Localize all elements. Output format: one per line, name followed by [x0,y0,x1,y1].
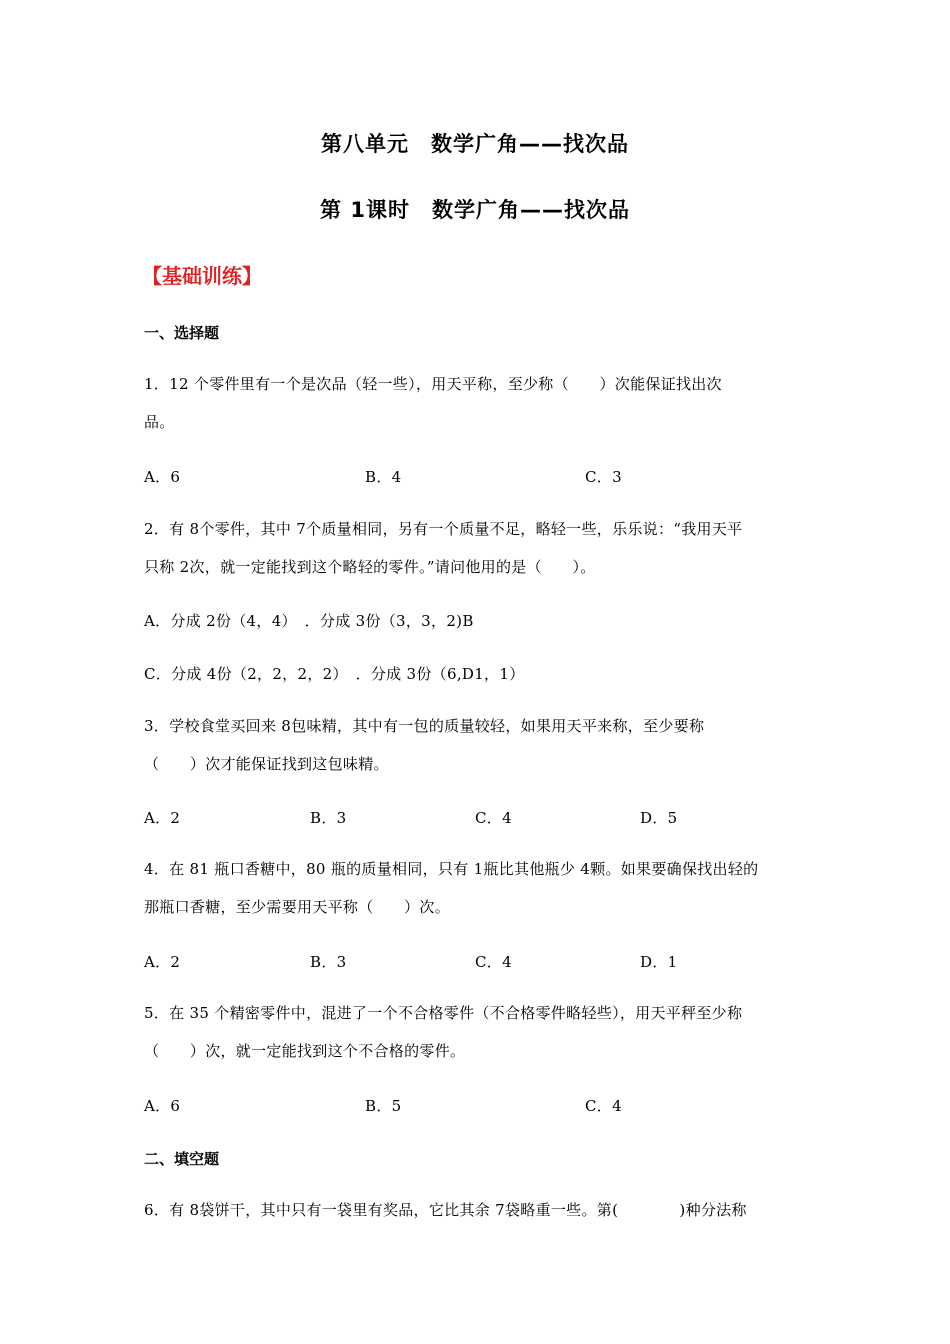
section-title: 【基础训练】 [142,264,262,288]
question-1-option-a: A．6 [144,468,181,486]
question-5-option-a: A．6 [144,1097,181,1115]
question-4-option-b: B．3 [310,953,347,971]
question-2-line-1: 2．有 8个零件，其中 7个质量相同，另有一个质量不足，略轻一些，乐乐说：“我用天平 [144,520,743,538]
question-2-line-2: 只称 2次，就一定能找到这个略轻的零件。”请问他用的是（ ）。 [144,558,596,576]
question-1-line-2: 品。 [144,413,175,431]
unit-title: 第八单元 数学广角——找次品 [321,132,629,156]
question-4-line-2: 那瓶口香糖，至少需要用天平称（ ）次。 [144,898,451,916]
lesson-title: 第 1课时 数学广角——找次品 [320,198,630,222]
question-5-line-2: （ ）次，就一定能找到这个不合格的零件。 [144,1042,466,1060]
question-3-option-d: D．5 [640,809,678,827]
question-6 [144,1191,804,1229]
question-2-option-row-1: A．分成 2份（4，4） ．分成 3份（3，3，2)B [144,612,474,630]
question-1 [144,365,804,441]
question-4-line-1: 4．在 81 瓶口香糖中，80 瓶的质量相同，只有 1瓶比其他瓶少 4颗。如果要确保找出轻的 [144,860,759,878]
question-1-option-c: C．3 [585,468,622,486]
question-6-line-1: 6．有 8袋饼干，其中只有一袋里有奖品，它比其余 7袋略重一些。第( )种分法称 [144,1201,747,1219]
question-3-option-b: B．3 [310,809,347,827]
question-1-line-1: 1．12 个零件里有一个是次品（轻一些），用天平称，至少称（ ）次能保证找出次 [144,375,722,393]
question-3-line-1: 3．学校食堂买回来 8包味精，其中有一包的质量较轻，如果用天平来称，至少要称 [144,717,705,735]
heading-choice: 一、选择题 [144,324,220,342]
question-2 [144,510,804,586]
question-4-option-c: C．4 [475,953,512,971]
question-5-option-b: B．5 [365,1097,402,1115]
question-3 [144,707,804,783]
question-4-option-d: D．1 [640,953,678,971]
question-3-option-c: C．4 [475,809,512,827]
question-5-line-1: 5．在 35 个精密零件中，混进了一个不合格零件（不合格零件略轻些），用天平秤至少称 [144,1004,743,1022]
question-5 [144,994,804,1070]
question-3-line-2: （ ）次才能保证找到这包味精。 [144,755,389,773]
question-4 [144,850,804,926]
question-3-option-a: A．2 [144,809,181,827]
question-5-option-c: C．4 [585,1097,622,1115]
question-1-option-b: B．4 [365,468,402,486]
question-2-option-row-2: C．分成 4份（2，2，2，2） ．分成 3份（6,D1，1） [144,665,525,683]
heading-fill-blank: 二、填空题 [144,1150,220,1168]
question-4-option-a: A．2 [144,953,181,971]
